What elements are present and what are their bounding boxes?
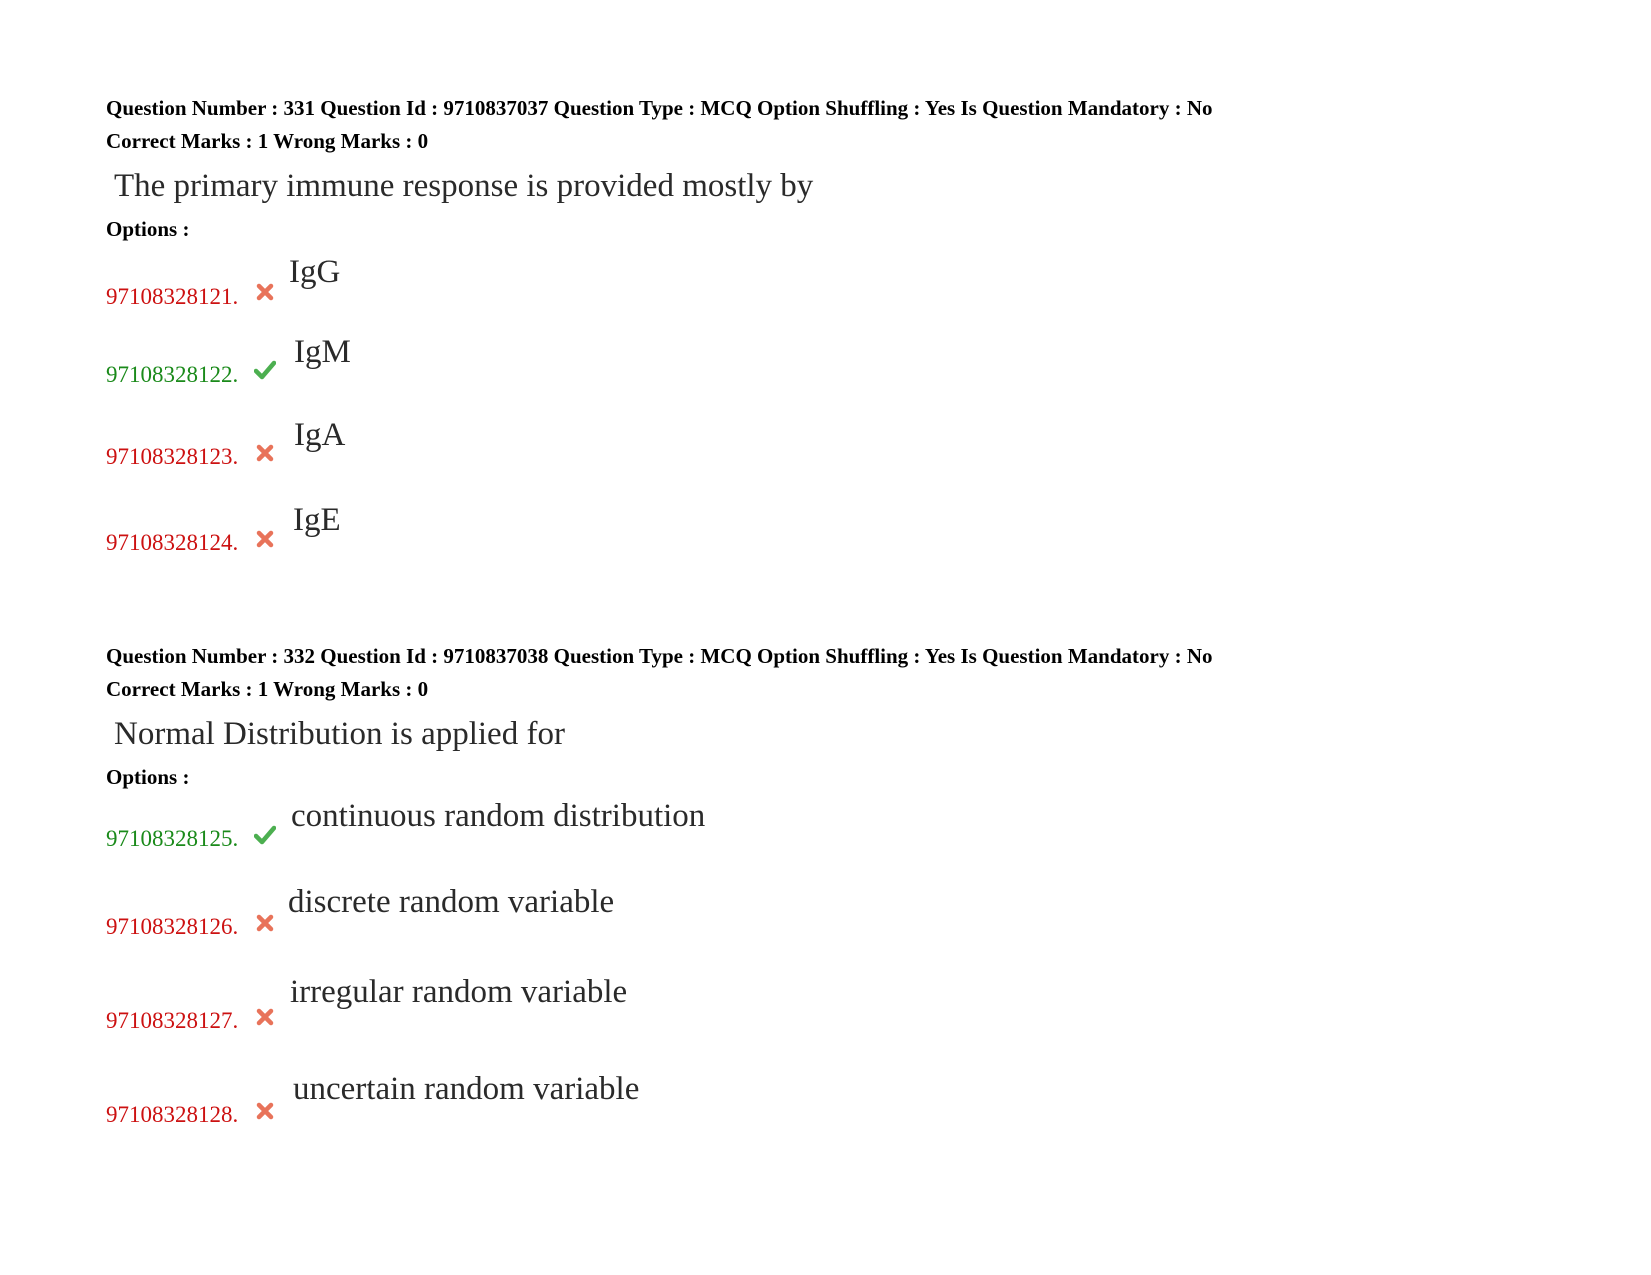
check-icon xyxy=(254,359,276,381)
option-id: 97108328121. xyxy=(106,284,239,309)
question-marks: Correct Marks : 1 Wrong Marks : 0 xyxy=(106,129,429,153)
option-id: 97108328125. xyxy=(106,826,239,851)
question-block-331 xyxy=(106,92,1606,572)
option-id: 97108328122. xyxy=(106,362,239,387)
cross-icon xyxy=(254,912,276,934)
option-item xyxy=(106,250,1606,332)
question-meta: Question Number : 332 Question Id : 9710837038 Question Type : MCQ Option Shuffling : Yes Is Question Mandatory : No xyxy=(106,644,1213,668)
cross-icon xyxy=(254,1100,276,1122)
option-item xyxy=(106,884,1606,978)
option-item xyxy=(106,974,1606,1072)
option-id: 97108328124. xyxy=(106,530,239,555)
cross-icon xyxy=(254,281,276,303)
option-item xyxy=(106,416,1606,502)
option-item xyxy=(106,502,1606,572)
question-stem: Normal Distribution is applied for xyxy=(114,716,565,752)
question-marks: Correct Marks : 1 Wrong Marks : 0 xyxy=(106,677,429,701)
cross-icon xyxy=(254,442,276,464)
question-meta: Question Number : 331 Question Id : 9710837037 Question Type : MCQ Option Shuffling : Yes Is Question Mandatory : No xyxy=(106,96,1213,120)
option-text: irregular random variable xyxy=(290,974,628,1010)
cross-icon xyxy=(254,528,276,550)
option-text: IgG xyxy=(289,254,341,290)
option-text: IgM xyxy=(294,334,351,370)
option-item xyxy=(106,1072,1606,1142)
option-item xyxy=(106,798,1606,884)
option-text: IgE xyxy=(293,502,341,538)
option-id: 97108328128. xyxy=(106,1102,239,1127)
options-label: Options : xyxy=(106,765,190,789)
option-text: discrete random variable xyxy=(288,884,615,920)
question-stem: The primary immune response is provided mostly by xyxy=(114,168,814,204)
cross-icon xyxy=(254,1006,276,1028)
check-icon xyxy=(254,824,276,846)
question-block-332 xyxy=(106,640,1606,1142)
option-text: IgA xyxy=(294,417,346,453)
option-id: 97108328126. xyxy=(106,914,239,939)
option-text: continuous random distribution xyxy=(291,798,706,834)
option-item xyxy=(106,332,1606,416)
option-text: uncertain random variable xyxy=(293,1071,640,1107)
option-id: 97108328123. xyxy=(106,444,239,469)
options-label: Options : xyxy=(106,217,190,241)
option-id: 97108328127. xyxy=(106,1008,239,1033)
